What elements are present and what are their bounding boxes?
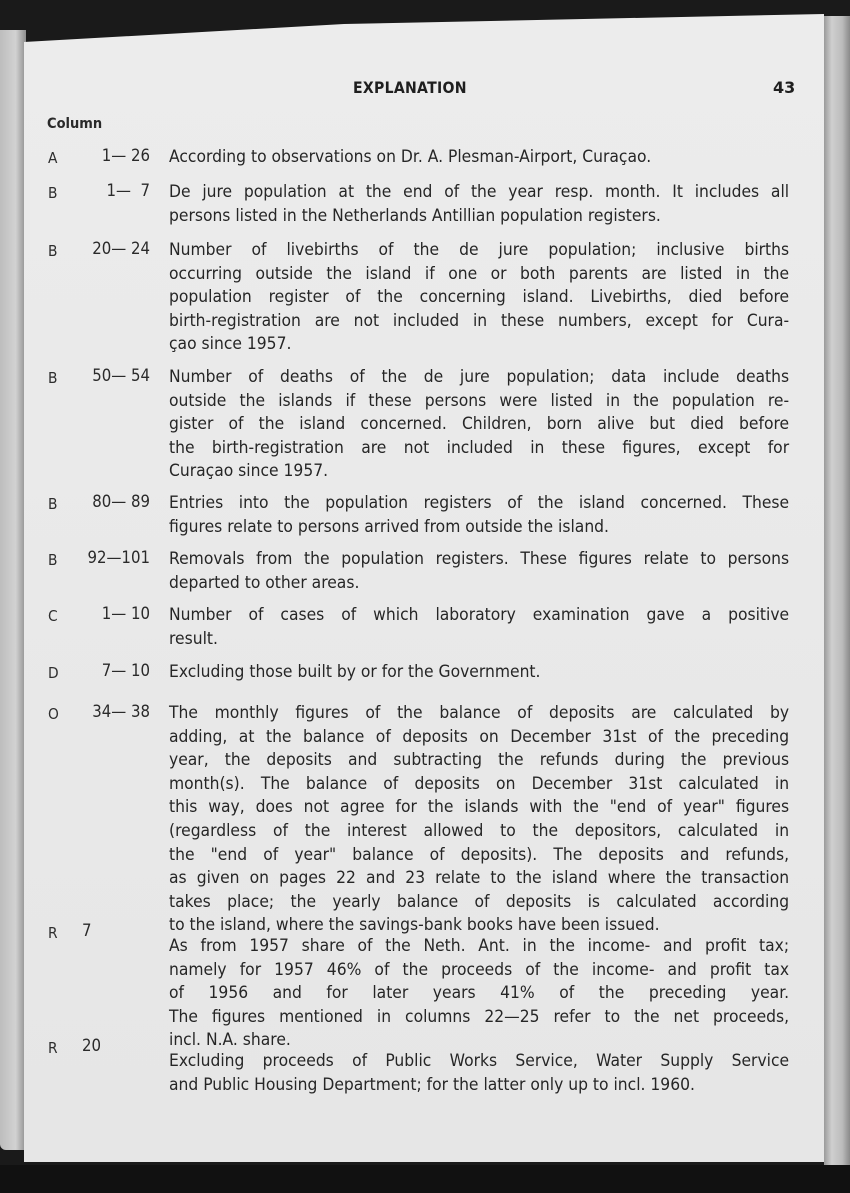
entry-column-code: D xyxy=(48,664,59,682)
entry-description xyxy=(169,1050,789,1097)
entry-description-line: The monthly figures of the balance of deposits are calculated by xyxy=(169,703,790,723)
entry-description-line: the birth-registration are not included in these figures, except for xyxy=(169,437,790,458)
entry-description-line: Number of livebirths of the de jure population; inclusive births xyxy=(169,240,790,260)
entry-column-range: 20 xyxy=(82,1036,102,1056)
entry-description-line: Excluding proceeds of Public Works Service, Water Supply Service xyxy=(169,1051,790,1071)
entry-column-code: R xyxy=(48,1039,58,1057)
entry-description xyxy=(169,492,789,539)
bottom-shadow xyxy=(0,1165,850,1193)
entry-description-line: çao since 1957. xyxy=(169,334,292,355)
entry-description-line: De jure population at the end of the year resp. month. It includes all xyxy=(169,182,790,202)
entry-column-code: B xyxy=(48,551,58,569)
entry-description xyxy=(169,366,789,484)
entry-column-range: 80— 89 xyxy=(92,492,150,512)
entry-description-line: namely for 1957 46% of the proceeds of the income- and profit tax xyxy=(169,959,790,980)
entry-description-line: persons listed in the Netherlands Antillian population registers. xyxy=(169,205,661,226)
entry-description-line: Number of cases of which laboratory examination gave a positive xyxy=(169,605,790,625)
entry-description xyxy=(169,661,789,685)
entry-description-line: adding, at the balance of deposits on December 31st of the preceding xyxy=(169,726,790,747)
left-page-edge xyxy=(0,30,26,1150)
entry-description xyxy=(169,239,789,357)
entry-description-line: outside the islands if these persons were listed in the population re- xyxy=(169,390,790,411)
column-heading: Column xyxy=(47,116,103,132)
entry-description xyxy=(169,702,789,938)
entry-column-range: 92—101 xyxy=(87,548,150,568)
entry-description-line: Removals from the population registers. These figures relate to persons xyxy=(169,549,790,569)
entry-description-line: month(s). The balance of deposits on December 31st calculated in xyxy=(169,773,790,794)
entry-description-line: birth-registration are not included in these numbers, except for Cura- xyxy=(169,310,790,331)
entry-description-line: (regardless of the interest allowed to the depositors, calculated in xyxy=(169,820,790,841)
entry-column-code: B xyxy=(48,242,58,260)
entry-column-range: 1— 26 xyxy=(101,146,150,166)
entry-description-line: As from 1957 share of the Neth. Ant. in the income- and profit tax; xyxy=(169,936,790,956)
entry-column-range: 50— 54 xyxy=(92,366,150,386)
entry-description-line: to the island, where the savings-bank books have been issued. xyxy=(169,915,660,936)
entry-description-line: Entries into the population registers of the island concerned. These xyxy=(169,493,790,513)
entry-description xyxy=(169,604,789,651)
page-header xyxy=(24,78,824,102)
entry-description-line: population register of the concerning island. Livebirths, died before xyxy=(169,287,790,308)
entry-column-range: 7 xyxy=(82,921,92,941)
entry-description-line: takes place; the yearly balance of deposits is calculated according xyxy=(169,891,790,912)
entry-description-line: gister of the island concerned. Children, born alive but died before xyxy=(169,414,790,435)
entry-column-code: B xyxy=(48,184,58,202)
entry-description xyxy=(169,935,789,1053)
entry-description-line: result. xyxy=(169,628,218,649)
entry-description-line: the "end of year" balance of deposits). The deposits and refunds, xyxy=(169,844,790,865)
entry-column-range: 1— 7 xyxy=(106,181,150,201)
entry-description-line: The figures mentioned in columns 22—25 refer to the net proceeds, xyxy=(169,1006,790,1027)
entry-description-line: of 1956 and for later years 41% of the preceding year. xyxy=(169,983,790,1004)
entry-column-code: R xyxy=(48,924,58,942)
entry-description-line: Number of deaths of the de jure population; data include deaths xyxy=(169,367,790,387)
entry-column-code: C xyxy=(48,607,58,625)
entry-column-range: 34— 38 xyxy=(92,702,150,722)
entry-description xyxy=(169,181,789,228)
entry-description-line: figures relate to persons arrived from outside the island. xyxy=(169,516,610,537)
page-number: 43 xyxy=(773,78,796,97)
entry-description-line: as given on pages 22 and 23 relate to the island where the transaction xyxy=(169,868,790,889)
entry-column-code: B xyxy=(48,495,58,513)
entry-description xyxy=(169,548,789,595)
entry-column-range: 1— 10 xyxy=(101,604,150,624)
entry-column-code: B xyxy=(48,369,58,387)
page-stack-edge xyxy=(824,16,850,1178)
entry-description-line: this way, does not agree for the islands with the "end of year" figures xyxy=(169,797,790,818)
entry-description-line: Excluding those built by or for the Government. xyxy=(169,662,541,682)
entry-description-line: incl. N.A. share. xyxy=(169,1030,291,1051)
entry-column-code: O xyxy=(48,705,59,723)
entry-description xyxy=(169,146,789,170)
page-title: EXPLANATION xyxy=(353,78,467,97)
entry-column-range: 7— 10 xyxy=(101,661,150,681)
entry-column-range: 20— 24 xyxy=(92,239,150,259)
entry-description-line: Curaçao since 1957. xyxy=(169,461,329,482)
entry-description-line: year, the deposits and subtracting the refunds during the previous xyxy=(169,750,790,771)
entry-description-line: and Public Housing Department; for the latter only up to incl. 1960. xyxy=(169,1074,695,1095)
entry-column-code: A xyxy=(48,149,58,167)
entry-description-line: occurring outside the island if one or both parents are listed in the xyxy=(169,263,790,284)
entry-description-line: According to observations on Dr. A. Plesman-Airport, Curaçao. xyxy=(169,147,652,167)
entry-description-line: departed to other areas. xyxy=(169,572,360,593)
